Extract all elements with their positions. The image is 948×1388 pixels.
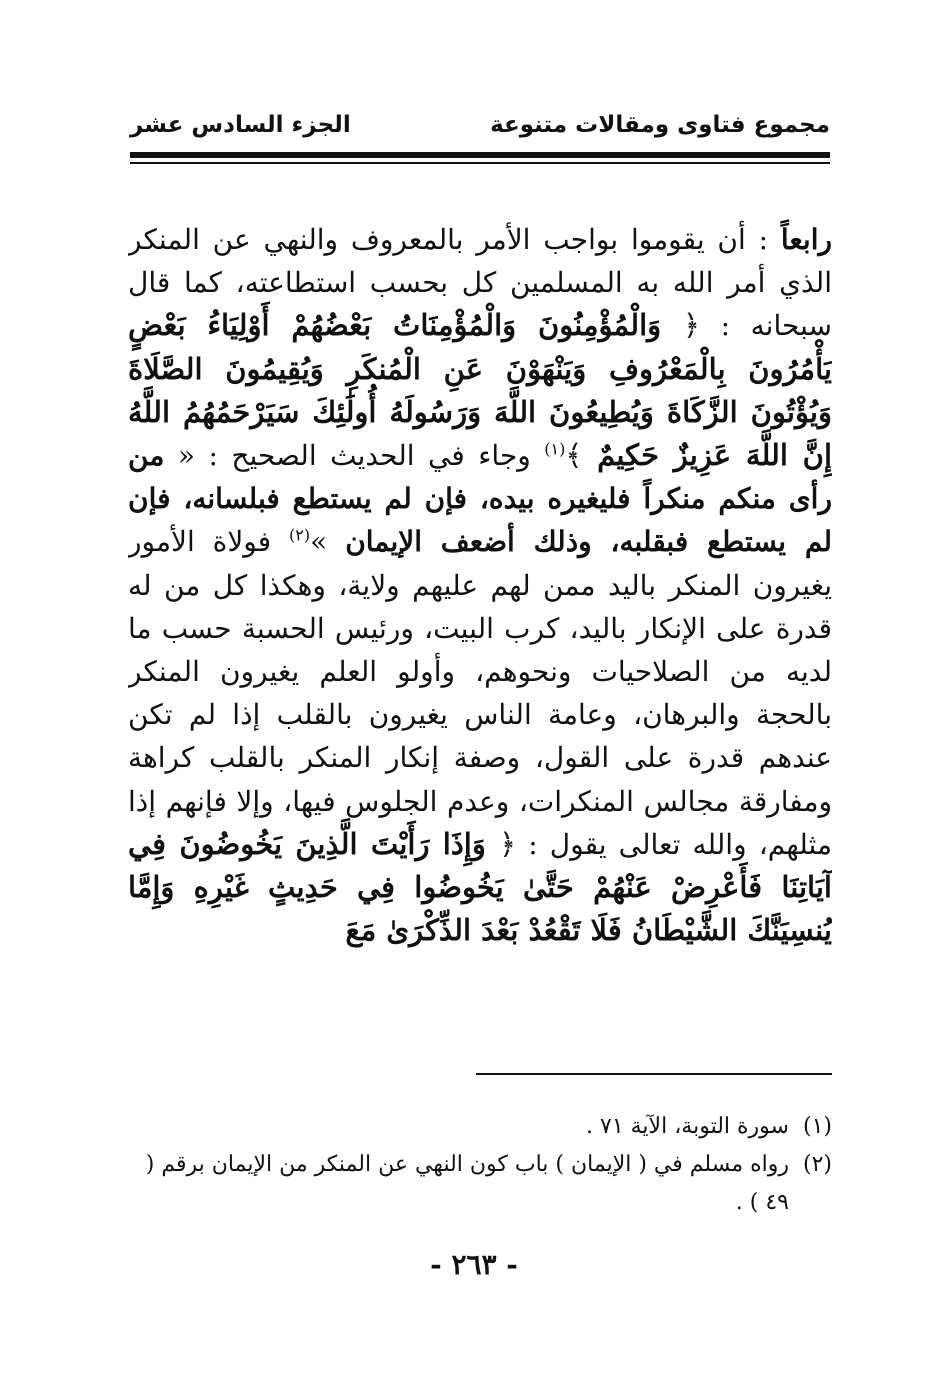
footnote-ref-1: (١) [544,439,566,459]
header-rule-thin [130,162,830,164]
footnote-text: سورة التوبة، الآية ٧١ . [586,1114,789,1139]
ornate-bracket-close: ﴾ [565,438,583,473]
running-header [130,108,830,142]
footnote-number: (٢) [802,1152,832,1177]
main-text [128,218,832,1038]
ornate-bracket-open: ﴿ [682,308,700,343]
point-label: رابعاً [780,223,832,256]
paragraph-text: فولاة الأمور يغيرون المنكر باليد ممن لهم عليهم ولاية، وهكذا كل من له قدرة على الإنكار باليد، كرب البيت، ورئيس الحسبة حسب ما لديه من الصلاحيات ونحوهم، وأولو العلم يغيرون المنكر بالحجة والبرهان، وعامة الناس يغيرون بالقلب إذا لم تكن عندهم قدرة على القول، وصفة إنكار المنكر بالقلب كراهة ومفارقة مجالس المنكرات، وعدم الجلوس فيها، وإلا فإنهم إذا مثلهم، والله تعالى يقول : [128,525,832,861]
paragraph-text: وجاء في الحديث الصحيح : [194,439,545,473]
hadith-text: من رأى منكم منكراً فليغيره بيده، فإن لم يستطع فبلسانه، فإن لم يستطع فبقلبه، وذلك أضعف الإيمان [128,439,832,559]
quote-open: « [164,439,195,473]
footnote-2 [128,1146,832,1222]
header-volume-title: الجزء السادس عشر [130,112,351,138]
paragraph-text: : أن يقوموا بواجب الأمر بالمعروف والنهي عن المنكر الذي أمر الله به المسلمين كل بحسب استطاعته، كما قال سبحانه : [128,223,832,343]
page-number: - ٢٦٣ - [430,1248,518,1281]
quran-verse-text: وَإِذَا رَأَيْتَ الَّذِينَ يَخُوضُونَ فِي آيَاتِنَا فَأَعْرِضْ عَنْهُمْ حَتَّىٰ يَخُوضُوا فِي حَدِيثٍ غَيْرِهِ وَإِمَّا يُنسِيَنَّكَ الشَّيْطَانُ فَلَا تَقْعُدْ بَعْدَ الذِّكْرَىٰ مَعَ [128,826,832,948]
ornate-bracket-open: ﴿ [499,826,517,861]
footnote-separator [476,1073,832,1075]
quran-verse-text: وَالْمُؤْمِنُونَ وَالْمُؤْمِنَاتُ بَعْضُهُمْ أَوْلِيَاءُ بَعْضٍ يَأْمُرُونَ بِالْمَعْرُوفِ وَيَنْهَوْنَ عَنِ الْمُنكَرِ وَيُقِيمُونَ الصَّلَاةَ وَيُؤْتُونَ الزَّكَاةَ وَيُطِيعُونَ اللَّهَ وَرَسُولَهُ أُولَٰئِكَ سَيَرْحَمُهُمُ اللَّهُ إِنَّ اللَّهَ عَزِيزٌ حَكِيمٌ [128,308,832,473]
header-rule-thick [130,152,830,158]
quote-close: » [310,525,346,559]
footnote-number: (١) [802,1114,832,1139]
footnote-text: رواه مسلم في ( الإيمان ) باب كون النهي عن المنكر من الإيمان برقم ( ٤٩ ) . [145,1152,789,1215]
header-book-title: مجموع فتاوى ومقالات متنوعة [490,112,830,138]
footnotes [128,1108,832,1222]
footnote-1 [128,1108,832,1146]
footnote-ref-2: (٢) [289,526,311,546]
